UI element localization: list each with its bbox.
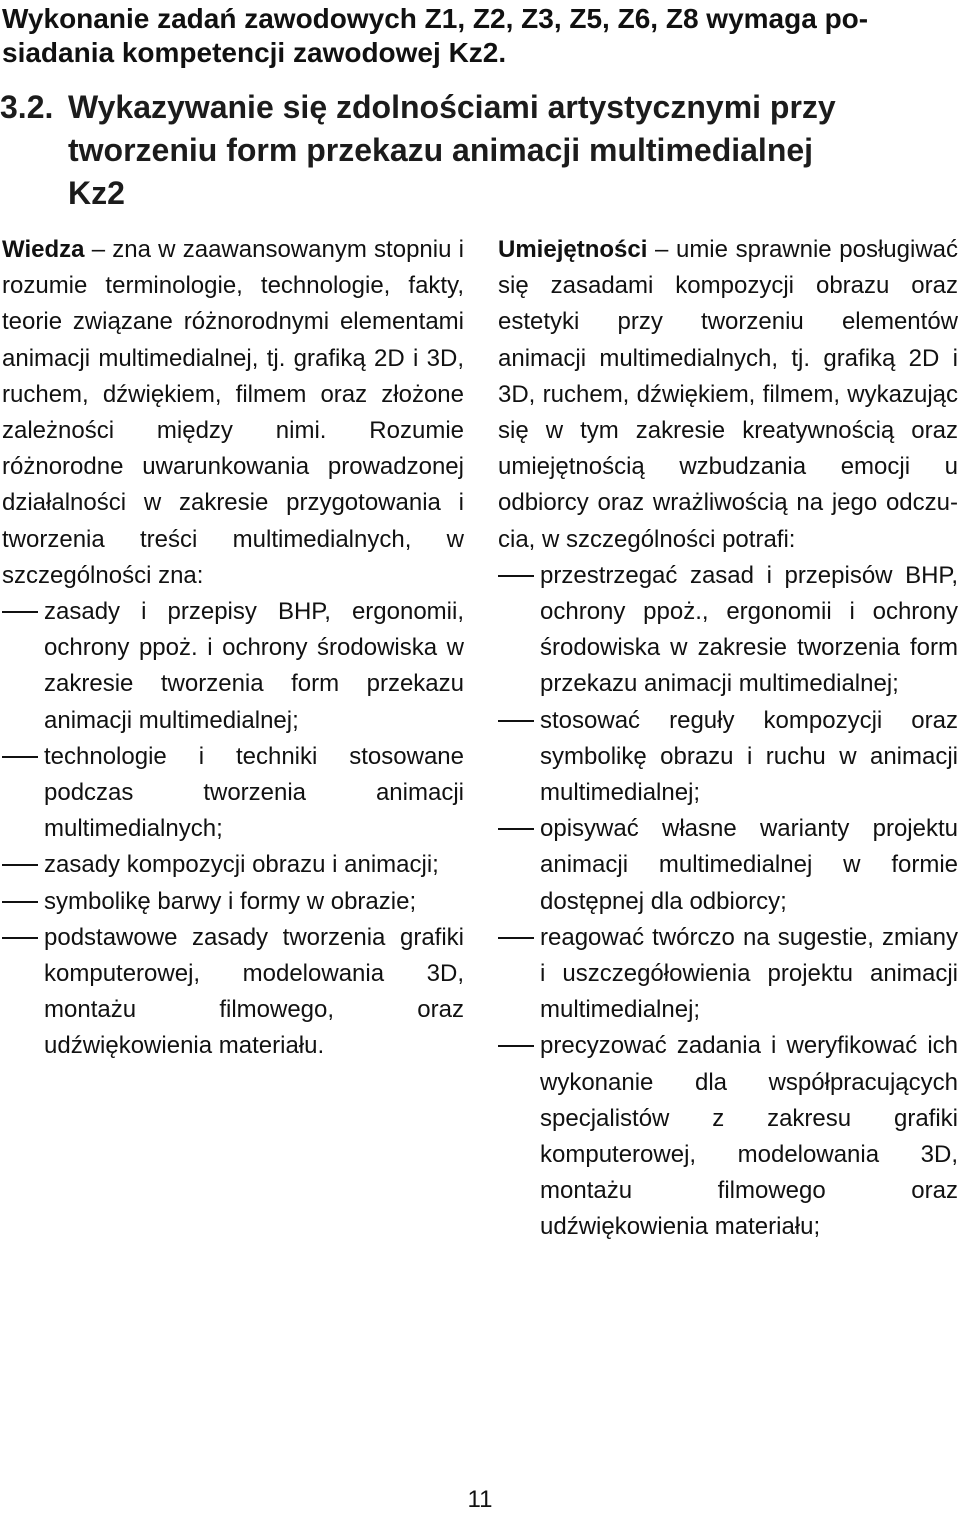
skills-list [498,558,958,1246]
list-item-text: stosować reguły kompozycji oraz symbolikę obrazu i ruchu w animacji multimedialnej; [540,706,958,807]
knowledge-label: Wiedza [2,236,85,263]
list-item-text: opisywać własne warianty projektu animacji multimedialnej w formie dostępnej dla odbiorcy; [540,815,958,915]
knowledge-text: zna w zaawansowanym stopniu i rozumie terminologie, technologie, fakty, teorie związane różnorodnymi elementami animacji multimedialnej, tj. grafiką 2D i 3D, ruchem, dźwiękiem, filmem oraz złożone zależności między nimi. Rozumie różnorodne uwarunkowania prowadzonej działalności w zakresie przygotowania i tworzenia treści multimedialnych, w szczególności zna: [2,236,464,589]
skills-label: Umiejętności [498,236,648,263]
knowledge-list [2,594,464,1065]
dash-bullet-icon [2,901,38,903]
dash-bullet-icon [2,864,38,866]
list-item-text: przestrzegać zasad i przepisów BHP, ochrony ppoż., ergonomii i ochrony środowiska w zakresie tworzenia form przekazu animacji multimedialnej; [540,561,958,698]
knowledge-paragraph: Wiedza – zna w zaawansowanym stopniu i rozumie terminologie, technologie, fakty, teorie związane różnorodnymi elementami animacji multimedialnej, tj. grafiką 2D i 3D, ruchem, dźwiękiem, filmem oraz złożone zależności między nimi. Rozumie różnorodne uwarunkowania prowadzonej działalności w zakresie przygotowania i tworzenia treści multimedialnych, w szczególności zna: [2,236,464,589]
dash-bullet-icon [2,756,38,758]
list-item-text: zasady i przepisy BHP, ergonomii, ochrony ppoż. i ochrony środowiska w zakresie tworzenia form przekazu animacji multimedialnej; [44,598,464,734]
skills-column [498,232,958,1246]
list-item [498,703,958,812]
knowledge-column [2,232,464,1065]
list-item [498,558,958,703]
dash-bullet-icon [2,937,38,939]
list-item-text: zasady kompozycji obrazu i animacji; [44,851,439,879]
section-title: Wykazywanie się zdolnościami artystycznymi przy tworzeniu form przekazu animacji multimedialnej Kz2 [68,89,836,211]
dash-bullet-icon [498,828,534,830]
skills-text: umie sprawnie posługiwać się zasadami kompozycji obrazu oraz estetyki przy tworzeniu elementów animacji multimedialnych, tj. grafiką 2D i 3D, ruchem, dźwiękiem, filmem, wykazując się w tym zakresie kreatywnością oraz umiejętnością wzbudzania emocji u odbiorcy oraz wrażliwością na jego odczucia, w szczególności potrafi: [498,236,958,553]
page-number: 11 [467,1486,493,1513]
intro-paragraph: Wykonanie zadań zawodowych Z1, Z2, Z3, Z5, Z6, Z8 wymaga posiadania kompetencji zawodowej Kz2. [2,3,869,68]
list-item-text: precyzować zadania i weryfikować ich wykonanie dla współpracujących specjalistów z zakresu grafiki komputerowej, modelowania 3D, montażu filmowego oraz udźwiękowienia materiału; [540,1032,958,1241]
list-item [2,920,464,1065]
list-item [498,920,958,1029]
dash-bullet-icon [498,1045,534,1047]
dash-bullet-icon [498,720,534,722]
list-item-text: reagować twórczo na sugestie, zmiany i uszczegółowienia projektu animacji multimedialnej; [540,923,958,1024]
list-item [2,739,464,848]
list-item [2,594,464,739]
list-item [2,847,464,883]
dash-bullet-icon [498,937,534,939]
list-item [498,811,958,920]
list-item-text: symbolikę barwy i formy w obrazie; [44,887,417,915]
skills-paragraph: Umiejętności – umie sprawnie posługiwać się zasadami kompozycji obrazu oraz estetyki przy tworzeniu elementów animacji multimedialnych, tj. grafiką 2D i 3D, ruchem, dźwiękiem, filmem, wykazując się w tym zakresie kreatywnością oraz umiejętnością wzbudzania emocji u odbiorcy oraz wrażliwością na jego odczucia, w szczególności potrafi: [498,236,958,553]
list-item [498,1028,958,1245]
dash-bullet-icon [498,575,534,577]
dash-bullet-icon [2,611,38,613]
list-item [2,884,464,920]
section-number: 3.2. [0,89,54,125]
list-item-text: podstawowe zasady tworzenia grafiki komputerowej, modelowania 3D, montażu filmowego, oraz udźwiękowienia materiału. [44,923,464,1060]
list-item-text: technologie i techniki stosowane podczas tworzenia animacji multimedialnych; [44,742,464,843]
